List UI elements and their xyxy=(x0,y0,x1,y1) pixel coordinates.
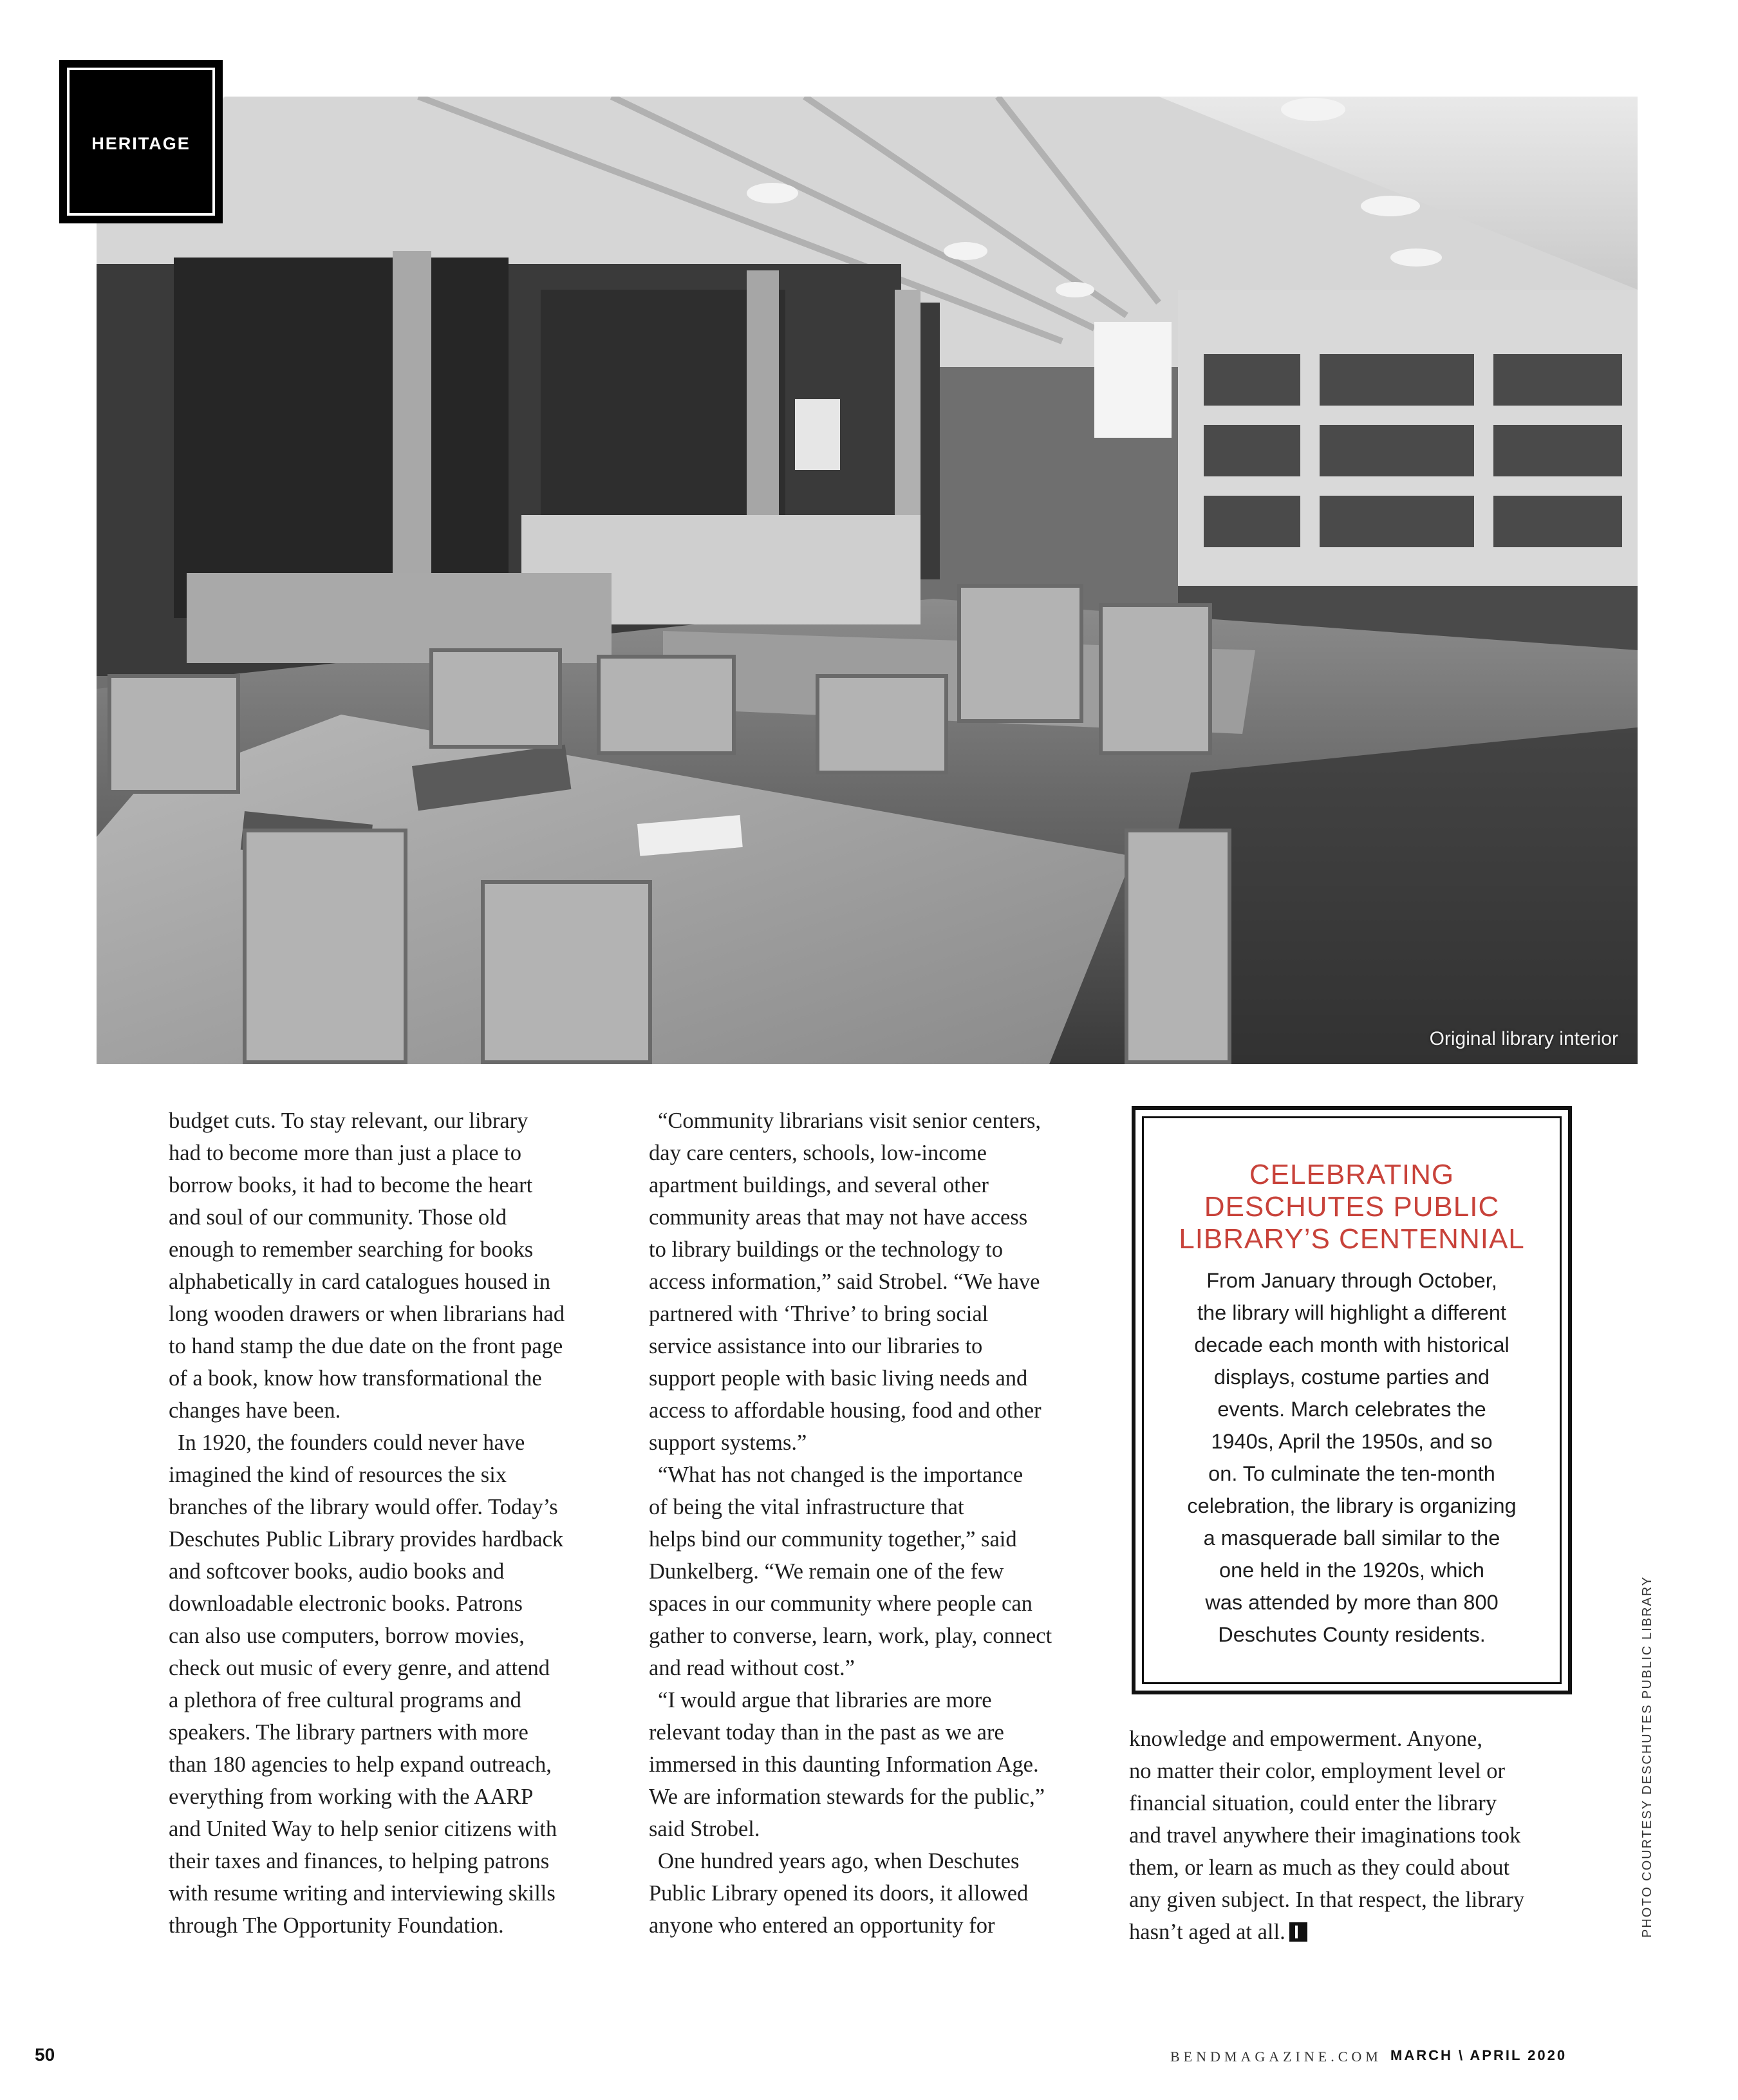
text-line: their taxes and finances, to helping patrons xyxy=(169,1849,550,1873)
text-line: and soul of our community. Those old xyxy=(169,1205,507,1230)
text-line: of being the vital infrastructure that xyxy=(649,1495,964,1519)
sidebar-body-line: celebration, the library is organizing xyxy=(1187,1494,1517,1517)
text-line: and read without cost.” xyxy=(649,1656,855,1680)
text-line: anyone who entered an opportunity for xyxy=(649,1913,995,1938)
text-line: We are information stewards for the public,” xyxy=(649,1785,1045,1809)
text-line: had to become more than just a place to xyxy=(169,1141,521,1165)
text-line: support systems.” xyxy=(649,1430,807,1455)
text-line: borrow books, it had to become the heart xyxy=(169,1173,533,1197)
text-line: immersed in this daunting Information Age. xyxy=(649,1752,1039,1777)
section-tag-label: HERITAGE xyxy=(91,134,191,153)
text-line: changes have been. xyxy=(169,1398,341,1423)
text-line: and United Way to help senior citizens with xyxy=(169,1817,557,1841)
centennial-sidebar xyxy=(1132,1106,1572,1694)
text-line: with resume writing and interviewing skills xyxy=(169,1881,556,1906)
sidebar-title xyxy=(1135,1159,1568,1255)
text-line: community areas that may not have access xyxy=(649,1205,1028,1230)
text-line: long wooden drawers or when librarians had xyxy=(169,1302,565,1326)
sidebar-body-line: a masquerade ball similar to the xyxy=(1203,1526,1500,1550)
sidebar-body-line: Deschutes County residents. xyxy=(1218,1623,1486,1646)
page-number: 50 xyxy=(35,2045,55,2065)
text-line: knowledge and empowerment. Anyone, xyxy=(1129,1727,1482,1751)
text-line: of a book, know how transformational the xyxy=(169,1366,542,1391)
final-text: hasn’t aged at all. xyxy=(1129,1920,1285,1944)
text-line: financial situation, could enter the library xyxy=(1129,1791,1497,1815)
text-line: them, or learn as much as they could about xyxy=(1129,1855,1510,1880)
text-line: access to affordable housing, food and other xyxy=(649,1398,1042,1423)
photo-caption: Original library interior xyxy=(1429,1028,1618,1049)
text-line: everything from working with the AARP xyxy=(169,1785,534,1809)
text-line: helps bind our community together,” said xyxy=(649,1527,1017,1552)
text-line: gather to converse, learn, work, play, connect xyxy=(649,1624,1052,1648)
sidebar-title-line: DESCHUTES PUBLIC xyxy=(1204,1191,1500,1223)
sidebar-body xyxy=(1135,1264,1568,1651)
text-line: partnered with ‘Thrive’ to bring social xyxy=(649,1302,989,1326)
text-line: relevant today than in the past as we are xyxy=(649,1720,1004,1745)
text-line: Public Library opened its doors, it allowed xyxy=(649,1881,1029,1906)
text-line: “What has not changed is the importance xyxy=(658,1463,1023,1487)
text-line: One hundred years ago, when Deschutes xyxy=(658,1849,1020,1873)
text-line: enough to remember searching for books xyxy=(169,1237,534,1262)
footer-issue: MARCH \ APRIL 2020 xyxy=(1390,2047,1567,2063)
end-mark-icon xyxy=(1289,1922,1307,1942)
sidebar-body-line: displays, costume parties and xyxy=(1213,1365,1490,1389)
text-line: access information,” said Strobel. “We have xyxy=(649,1270,1040,1294)
text-line: to hand stamp the due date on the front page xyxy=(169,1334,563,1358)
text-line: can also use computers, borrow movies, xyxy=(169,1624,525,1648)
text-line: budget cuts. To stay relevant, our library xyxy=(169,1109,528,1133)
text-line: In 1920, the founders could never have xyxy=(178,1430,525,1455)
text-line: and travel anywhere their imaginations took xyxy=(1129,1823,1521,1848)
sidebar-body-line: decade each month with historical xyxy=(1194,1333,1509,1356)
section-tag xyxy=(59,60,223,223)
footer-site: BENDMAGAZINE.COM xyxy=(1170,2048,1382,2065)
text-line: branches of the library would offer. Today’s xyxy=(169,1495,558,1519)
text-line: Dunkelberg. “We remain one of the few xyxy=(649,1559,1004,1584)
text-line: to library buildings or the technology to xyxy=(649,1237,1003,1262)
sidebar-body-line: the library will highlight a different xyxy=(1197,1301,1506,1324)
library-interior-photo xyxy=(97,97,1638,1064)
text-line: speakers. The library partners with more xyxy=(169,1720,528,1745)
text-line: said Strobel. xyxy=(649,1817,760,1841)
sidebar-body-line: one held in the 1920s, which xyxy=(1219,1559,1484,1582)
text-line: downloadable electronic books. Patrons xyxy=(169,1591,523,1616)
text-line: “Community librarians visit senior centers, xyxy=(658,1109,1042,1133)
photo-credit: PHOTO COURTESY DESCHUTES PUBLIC LIBRARY xyxy=(1640,1575,1654,1938)
sidebar-title-line: CELEBRATING xyxy=(1249,1159,1455,1190)
sidebar-body-line: was attended by more than 800 xyxy=(1205,1591,1499,1614)
text-line: apartment buildings, and several other xyxy=(649,1173,989,1197)
text-line: alphabetically in card catalogues housed in xyxy=(169,1270,550,1294)
photo-illustration xyxy=(97,97,1638,1064)
article-column-1 xyxy=(169,1105,619,1942)
text-line: “I would argue that libraries are more xyxy=(658,1688,992,1712)
sidebar-body-line: events. March celebrates the xyxy=(1217,1398,1486,1421)
text-line: service assistance into our libraries to xyxy=(649,1334,983,1358)
sidebar-body-line: From January through October, xyxy=(1206,1269,1497,1292)
text-line: a plethora of free cultural programs and xyxy=(169,1688,521,1712)
text-line: spaces in our community where people can xyxy=(649,1591,1033,1616)
text-line: no matter their color, employment level or xyxy=(1129,1759,1505,1783)
text-line: check out music of every genre, and attend xyxy=(169,1656,550,1680)
text-line: any given subject. In that respect, the library xyxy=(1129,1888,1525,1912)
text-line: than 180 agencies to help expand outreach, xyxy=(169,1752,552,1777)
text-line: and softcover books, audio books and xyxy=(169,1559,505,1584)
text-line-last xyxy=(1129,1916,1580,1948)
text-line: support people with basic living needs and xyxy=(649,1366,1028,1391)
sidebar-body-line: on. To culminate the ten-month xyxy=(1208,1462,1495,1485)
sidebar-title-line: LIBRARY’S CENTENNIAL xyxy=(1179,1223,1525,1255)
article-column-2 xyxy=(649,1105,1099,1942)
text-line: through The Opportunity Foundation. xyxy=(169,1913,504,1938)
sidebar-body-line: 1940s, April the 1950s, and so xyxy=(1211,1430,1493,1453)
text-line: Deschutes Public Library provides hardback xyxy=(169,1527,564,1552)
text-line: imagined the kind of resources the six xyxy=(169,1463,507,1487)
article-column-3 xyxy=(1129,1723,1580,1948)
text-line: day care centers, schools, low-income xyxy=(649,1141,987,1165)
